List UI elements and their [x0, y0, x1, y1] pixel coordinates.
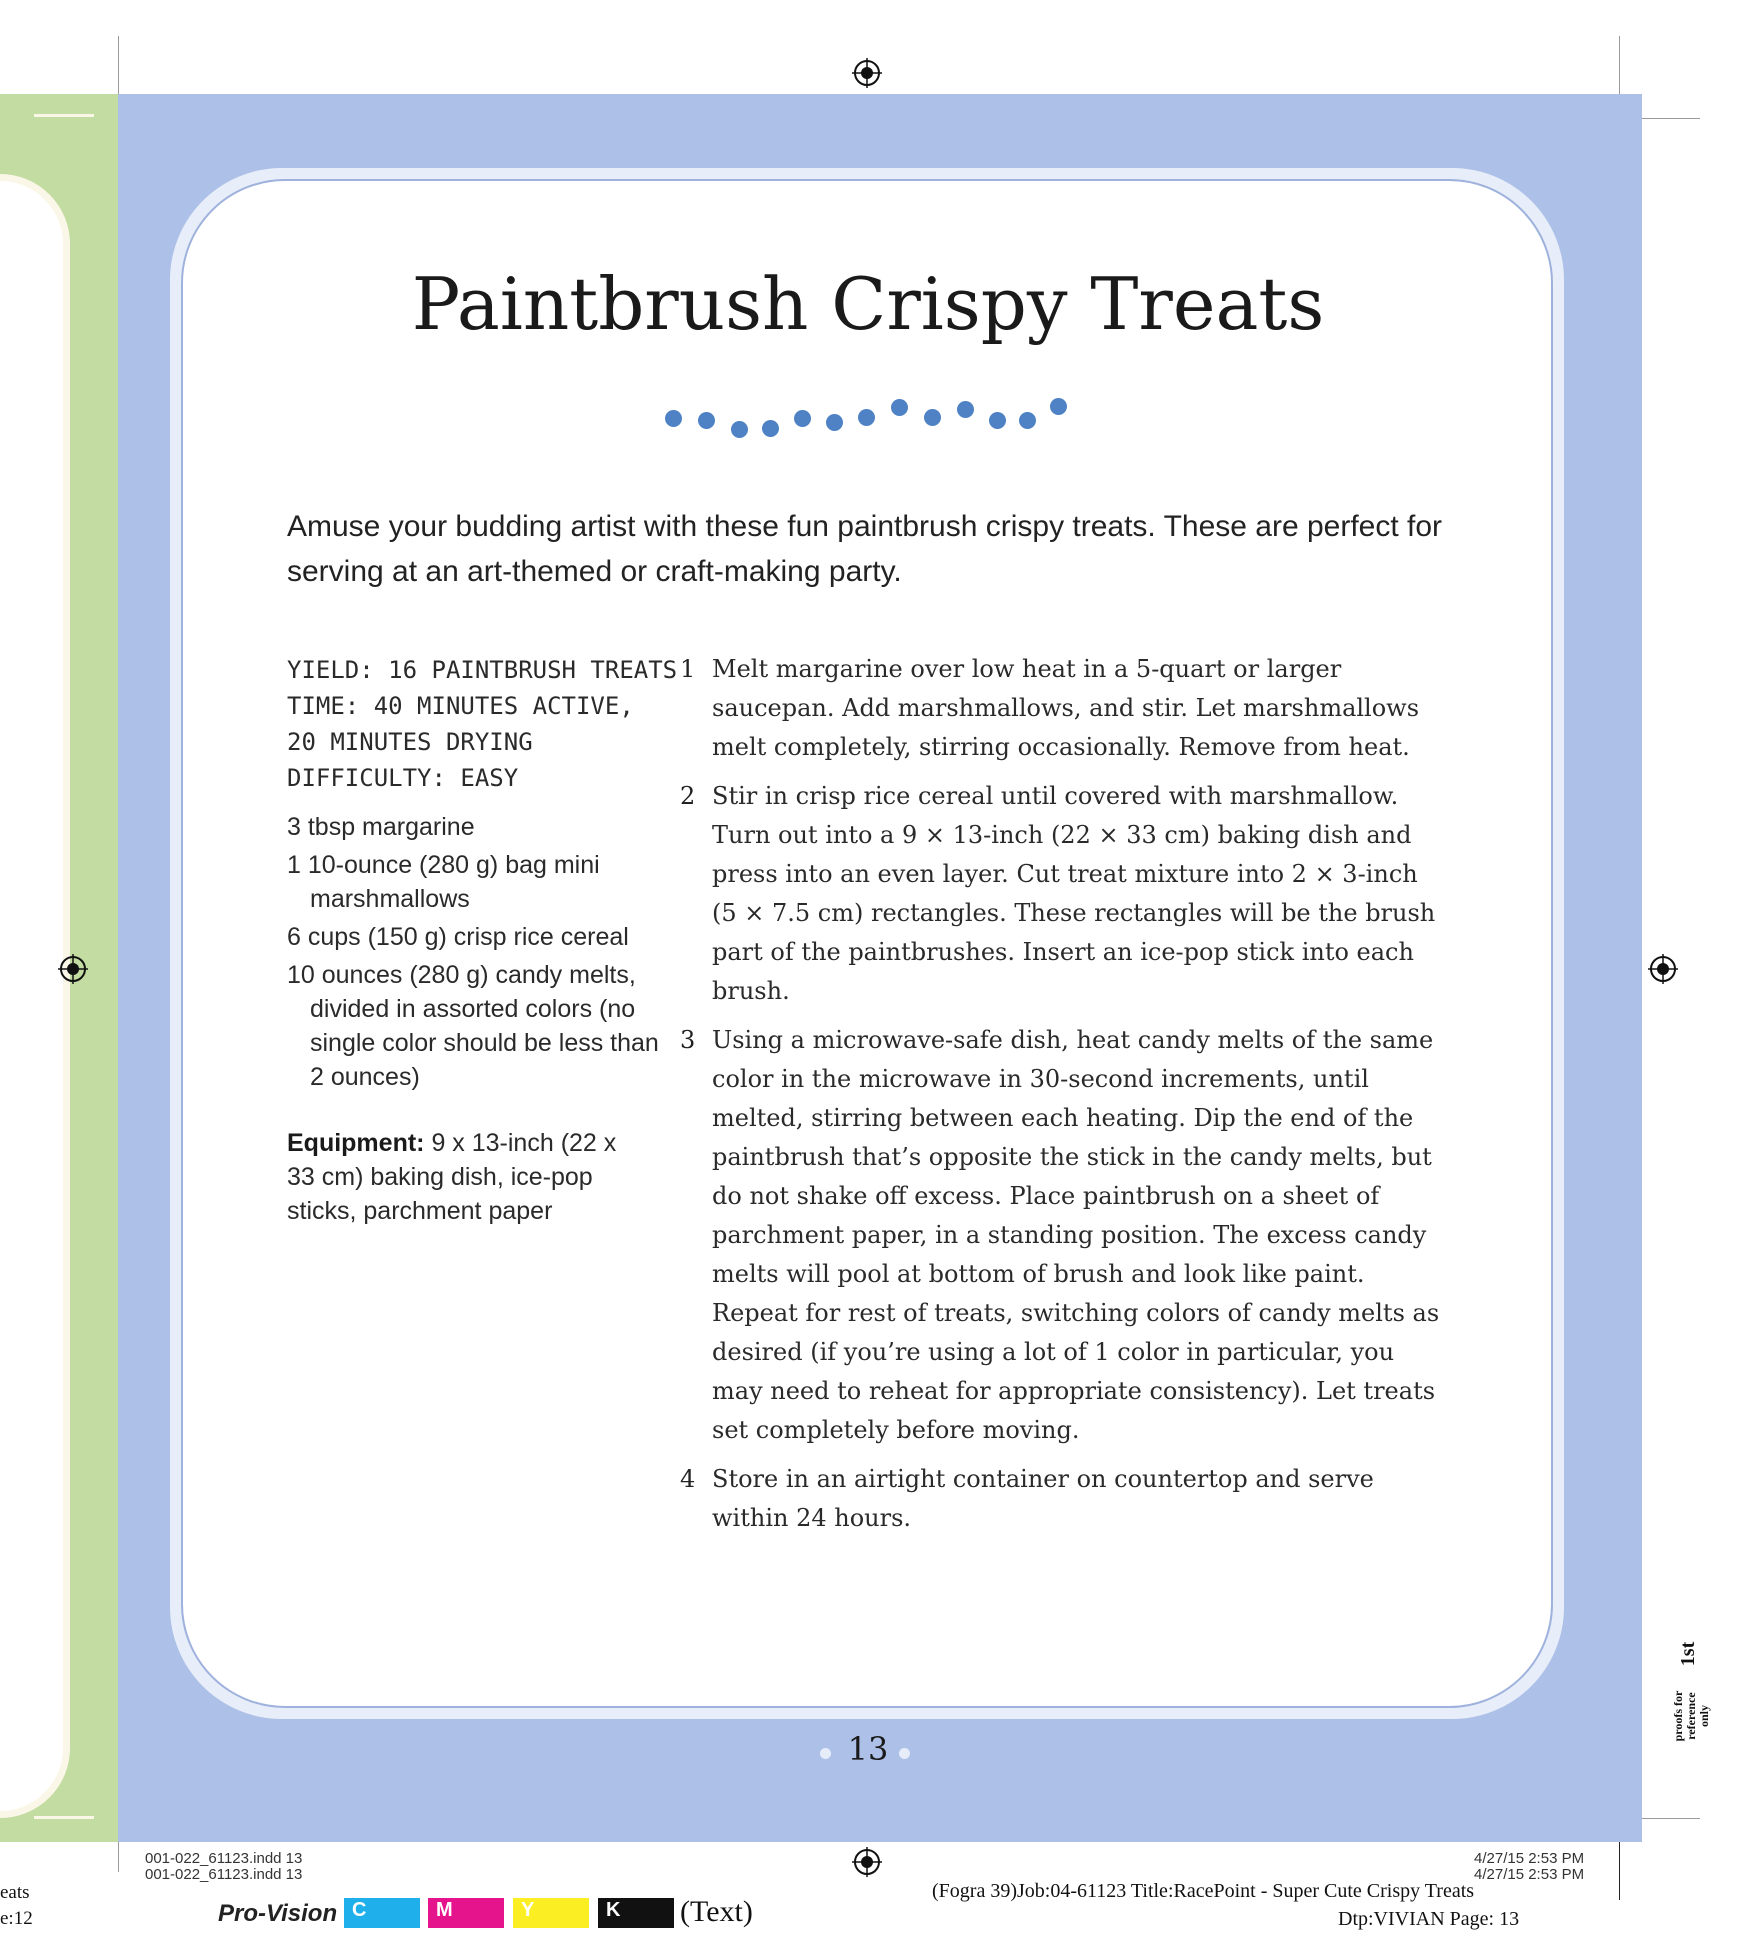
step-text: Using a microwave-safe dish, heat candy melts of the same color in the microwave in 30-second increments, until melted, stirring between each heating. Dip the end of the paintbrush that’s opposite the stick in the candy melts, but do not shake off excess. Place paintbrush on a sheet of parchment paper, in a standing position. The excess candy melts will pool at bottom of brush and look like paint. Repeat for rest of treats, switching colors of candy melts as desired (if you’re using a lot of 1 color in particular, you may need to reheat for appropriate consistency). Let treats set completely before moving.	[712, 1026, 1440, 1444]
slug-file-line: 001-022_61123.indd 13	[145, 1866, 303, 1883]
instruction-step	[676, 1021, 1446, 1450]
decorative-dot	[731, 421, 748, 438]
recipe-intro: Amuse your budding artist with these fun paintbrush crispy treats. These are perfect for serving at an art-themed or craft-making party.	[287, 510, 1443, 588]
equipment-label: Equipment:	[287, 1129, 425, 1157]
equipment-note	[287, 1126, 627, 1228]
registration-mark-icon	[1648, 954, 1678, 984]
crop-line-right-top	[1642, 118, 1700, 119]
instruction-step	[676, 650, 1446, 767]
decorative-dot	[924, 409, 941, 426]
step-number: 1	[680, 655, 696, 683]
slug-file-line: 001-022_61123.indd 13	[145, 1850, 303, 1867]
decorative-dot	[1019, 412, 1036, 429]
proof-note-graphic	[1668, 1624, 1728, 1754]
proof-note-line: reference	[1684, 1692, 1698, 1740]
slug-date-line: 4/27/15 2:53 PM	[1474, 1850, 1585, 1867]
color-swatch-black: K	[598, 1898, 674, 1928]
color-swatch-magenta: M	[428, 1898, 504, 1928]
decorative-dot	[957, 401, 974, 418]
step-text: Store in an airtight container on countertop and serve within 24 hours.	[712, 1465, 1374, 1532]
recipe-difficulty: DIFFICULTY: EASY	[287, 764, 519, 792]
decorative-dot	[891, 399, 908, 416]
instruction-steps	[676, 650, 1446, 1548]
page-number-dot-right	[899, 1748, 910, 1759]
color-swatch-yellow: Y	[513, 1898, 589, 1928]
proof-note	[1668, 1624, 1728, 1754]
slug-text-label: (Text)	[680, 1895, 753, 1928]
slug-left-cut: eats	[0, 1882, 30, 1903]
registration-mark-icon	[58, 954, 88, 984]
recipe-title: Paintbrush Crispy Treats	[411, 262, 1325, 346]
recipe-meta	[287, 652, 678, 796]
adjacent-page-tick-top	[34, 114, 94, 117]
decorative-dot	[1050, 398, 1067, 415]
registration-mark-icon	[852, 1847, 882, 1877]
proof-note-line: only	[1697, 1704, 1711, 1728]
crop-line-bottom-left	[118, 1842, 119, 1872]
page-number: 13	[847, 1730, 889, 1768]
decorative-dot	[698, 412, 715, 429]
ingredient-item: 6 cups (150 g) crisp rice cereal	[287, 923, 629, 951]
ingredient-list	[287, 810, 667, 1098]
equipment-text: 9 x 13-inch (22 x 33 cm) baking dish, ice-pop sticks, parchment paper	[287, 1129, 617, 1225]
provision-logo: Pro-Vision	[218, 1900, 338, 1927]
instruction-step	[676, 1460, 1446, 1538]
crop-line-top-left	[118, 36, 119, 94]
step-text: Stir in crisp rice cereal until covered with marshmallow. Turn out into a 9 × 13-inch (22 × 33 cm) baking dish and press into an even layer. Cut treat mixture into 2 × 3-inch (5 × 7.5 cm) rectangles. These rectangles will be the brush part of the paintbrushes. Insert an ice-pop stick into each brush.	[712, 782, 1436, 1005]
slug-dtp-info: Dtp:VIVIAN Page: 13	[1338, 1908, 1520, 1930]
step-number: 4	[680, 1465, 696, 1493]
proof-note-1st: 1st	[1677, 1641, 1699, 1667]
decorative-dot	[665, 410, 682, 427]
crop-line-right-bottom	[1642, 1818, 1700, 1819]
decorative-dot	[794, 410, 811, 427]
instruction-step	[676, 777, 1446, 1011]
recipe-time: TIME: 40 MINUTES ACTIVE,	[287, 692, 634, 720]
step-number: 2	[680, 782, 696, 810]
registration-mark-icon	[852, 58, 882, 88]
adjacent-page-card	[0, 174, 70, 1818]
proof-note-line: proofs for	[1671, 1690, 1685, 1742]
slug-date-line: 4/27/15 2:53 PM	[1474, 1866, 1585, 1883]
ingredient-item: 10 ounces (280 g) candy melts, divided in assorted colors (no single color should be less than 2 ounces)	[287, 961, 659, 1091]
decorative-dot	[989, 412, 1006, 429]
step-text: Melt margarine over low heat in a 5-quart or larger saucepan. Add marshmallows, and stir. Let marshmallows melt completely, stirring occasionally. Remove from heat.	[712, 655, 1420, 761]
color-swatch-cyan: C	[344, 1898, 420, 1928]
ingredient-item: 1 10-ounce (280 g) bag mini marshmallows	[287, 851, 600, 913]
adjacent-page-tick-bottom	[34, 1816, 94, 1819]
ingredient-item: 3 tbsp margarine	[287, 813, 475, 841]
crop-line-bottom-right	[1619, 1842, 1620, 1900]
recipe-yield: YIELD: 16 PAINTBRUSH TREATS	[287, 656, 678, 684]
slug-left-cut: e:12	[0, 1908, 33, 1929]
decorative-dot	[858, 409, 875, 426]
recipe-time-continued: 20 MINUTES DRYING	[287, 728, 533, 756]
step-number: 3	[680, 1026, 696, 1054]
crop-line-top-right	[1619, 36, 1620, 94]
decorative-dot	[826, 414, 843, 431]
slug-job-info: (Fogra 39)Job:04-61123 Title:RacePoint - Super Cute Crispy Treats	[932, 1880, 1475, 1902]
decorative-dot	[762, 420, 779, 437]
